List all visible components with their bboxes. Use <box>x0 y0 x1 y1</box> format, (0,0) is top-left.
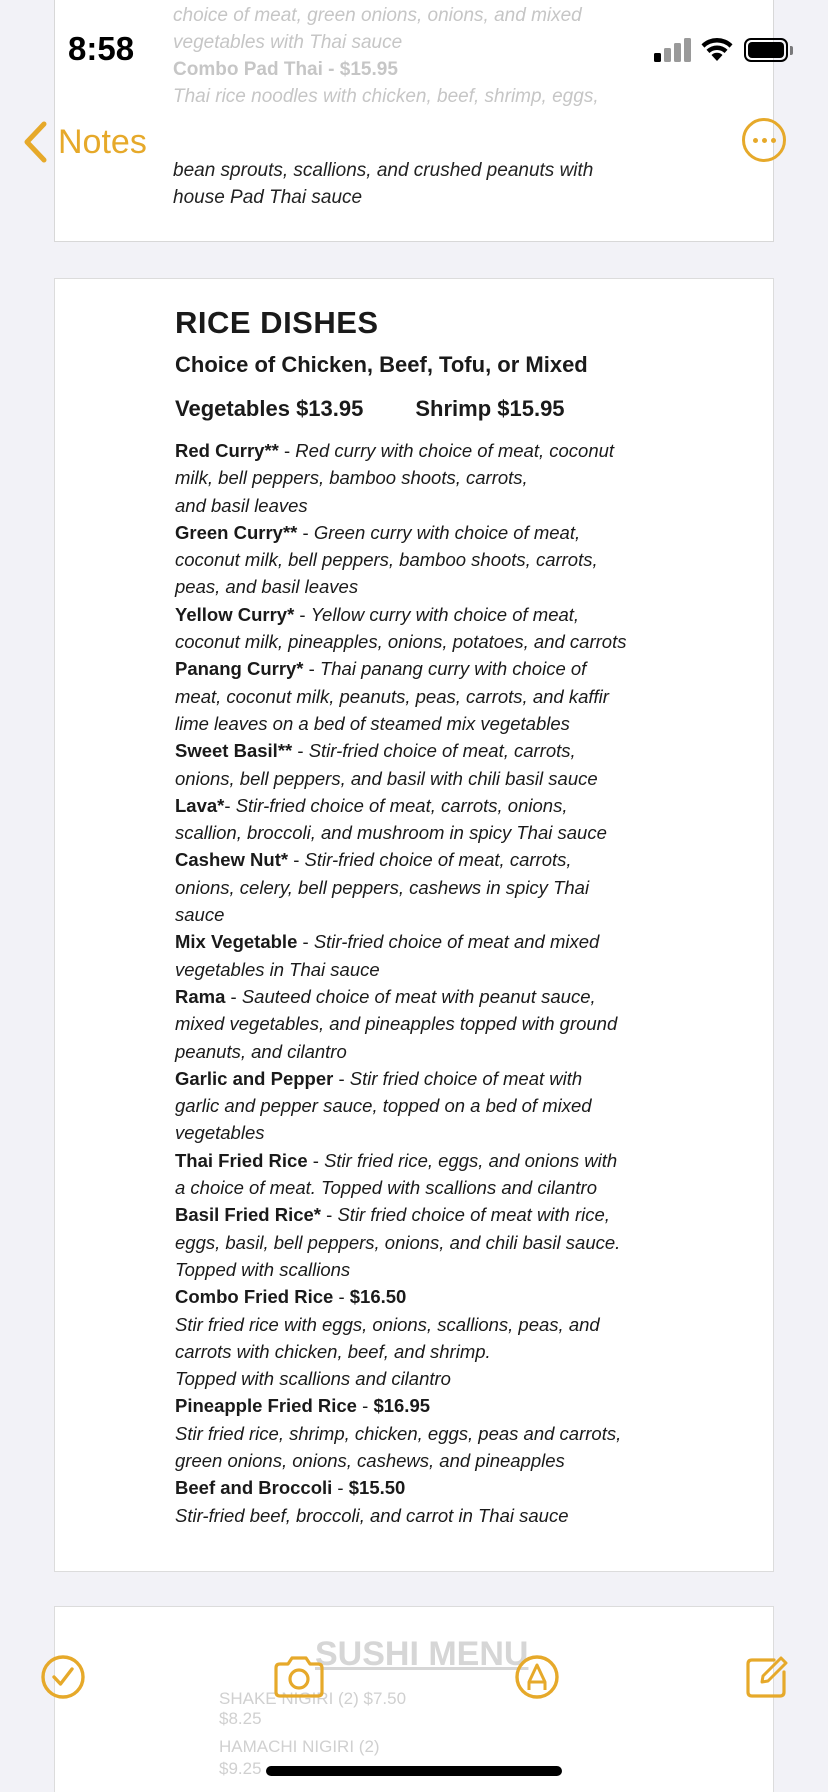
menu-item-description: Stir fried rice, eggs, and onions with <box>324 1149 618 1171</box>
menu-item-description: Stir fried choice of meat with <box>349 1067 583 1089</box>
menu-item-description-line: lime leaves on a bed of steamed mix vegetables <box>175 712 570 734</box>
menu-item-price: $16.95 <box>373 1395 431 1417</box>
next-menu-page <box>54 1606 774 1792</box>
checklist-icon <box>40 1654 86 1700</box>
menu-item-separator: - <box>303 658 320 680</box>
next-line: $8.25 <box>219 1709 262 1728</box>
menu-item <box>175 983 675 1065</box>
next-page-title: SUSHI MENU <box>315 1635 529 1673</box>
menu-item <box>175 437 675 519</box>
menu-items <box>175 437 675 1529</box>
prev-line: bean sprouts, scallions, and crushed peanuts with <box>173 160 594 181</box>
menu-item-separator: - <box>307 1149 325 1171</box>
back-label: Notes <box>58 122 147 161</box>
menu-item <box>175 1283 675 1392</box>
menu-item-name: Garlic and Pepper <box>175 1067 334 1089</box>
battery-cap <box>790 46 793 55</box>
more-options-button[interactable] <box>742 118 786 162</box>
menu-item-name: Red Curry** <box>175 440 279 461</box>
menu-item-description-line: peas, and basil leaves <box>175 576 359 598</box>
chevron-left-icon <box>22 120 48 164</box>
menu-item-description-line: mixed vegetables, and pineapples topped with ground <box>175 1013 618 1035</box>
menu-item-description-line: Stir fried rice, shrimp, chicken, eggs, peas and carrots, <box>175 1422 622 1444</box>
menu-item-header <box>175 655 675 682</box>
menu-item-description-line: vegetables <box>175 1122 265 1144</box>
menu-item-header <box>175 437 675 464</box>
camera-icon <box>272 1654 326 1700</box>
menu-item-description-line: sauce <box>175 904 225 926</box>
menu-item-description: Stir-fried choice of meat, carrots, <box>304 849 572 871</box>
menu-item-header <box>175 983 675 1010</box>
faded-line: Thai rice noodles with chicken, beef, shrimp, eggs, <box>173 86 599 107</box>
menu-item-name: Combo Fried Rice <box>175 1286 334 1308</box>
menu-item-header <box>175 1392 675 1419</box>
menu-item-name: Mix Vegetable <box>175 931 298 953</box>
menu-item-description: Stir-fried choice of meat, carrots, onions, <box>235 794 568 816</box>
status-bar <box>0 0 828 100</box>
menu-item-separator: - <box>292 740 309 762</box>
section-title: RICE DISHES <box>175 305 379 340</box>
menu-item-name: Thai Fried Rice <box>175 1149 308 1171</box>
menu-item-name: Panang Curry* <box>175 658 304 680</box>
menu-item-header <box>175 928 675 955</box>
menu-item-description: Stir-fried choice of meat, carrots, <box>308 740 576 762</box>
menu-item-separator: - <box>297 931 314 953</box>
next-line: HAMACHI NIGIRI (2) <box>219 1737 380 1756</box>
menu-item <box>175 1392 675 1474</box>
menu-item-header <box>175 846 675 873</box>
compose-button[interactable] <box>744 1654 790 1705</box>
menu-item-separator: - <box>288 849 305 871</box>
menu-item <box>175 846 675 928</box>
menu-item-separator: - <box>224 794 236 816</box>
menu-item-price: $15.50 <box>348 1477 406 1499</box>
menu-item-description-line: scallion, broccoli, and mushroom in spicy Thai sauce <box>175 822 607 844</box>
menu-item-separator: - <box>294 603 311 625</box>
menu-item-description-line: green onions, onions, cashews, and pineapples <box>175 1449 565 1471</box>
status-time: 8:58 <box>68 30 135 67</box>
menu-item-description-line: Stir fried rice with eggs, onions, scallions, peas, and <box>175 1313 600 1335</box>
faded-line: vegetables with Thai sauce <box>173 32 403 53</box>
menu-item <box>175 1065 675 1147</box>
menu-item <box>175 1201 675 1283</box>
price-shrimp: Shrimp $15.95 <box>415 396 565 421</box>
menu-item <box>175 601 675 656</box>
compose-icon <box>744 1654 790 1700</box>
faded-item: Combo Pad Thai - $15.95 <box>173 59 398 80</box>
base-prices <box>175 393 675 425</box>
section-subtitle: Choice of Chicken, Beef, Tofu, or Mixed <box>175 352 588 377</box>
menu-item-separator: - <box>333 1286 350 1308</box>
menu-item-name: Lava* <box>175 794 225 816</box>
menu-item-header <box>175 1065 675 1092</box>
navigation-bar <box>0 110 828 180</box>
menu-item <box>175 792 675 847</box>
menu-item-description: Sauteed choice of meat with peanut sauce, <box>241 985 596 1007</box>
menu-item-separator: - <box>278 440 296 461</box>
cellular-signal-icon <box>654 38 692 62</box>
rice-dishes-page <box>54 278 774 1572</box>
menu-item-description: Yellow curry with choice of meat, <box>310 603 580 625</box>
menu-item <box>175 1147 675 1202</box>
menu-item-separator: - <box>333 1067 350 1089</box>
menu-item-description-line: onions, bell peppers, and basil with chili basil sauce <box>175 767 598 789</box>
menu-item-description-line: garlic and pepper sauce, topped on a bed of mixed <box>175 1095 592 1117</box>
menu-item-description: Thai panang curry with choice of <box>319 658 587 680</box>
menu-item-header <box>175 792 675 819</box>
menu-item-name: Sweet Basil** <box>175 740 293 762</box>
menu-item-description-line: coconut milk, pineapples, onions, potatoes, and carrots <box>175 631 627 653</box>
home-indicator[interactable] <box>266 1766 562 1776</box>
menu-item-description-line: Topped with scallions <box>175 1258 351 1280</box>
menu-item-description-line: onions, celery, bell peppers, cashews in spicy Thai <box>175 876 590 898</box>
menu-item-description-line: milk, bell peppers, bamboo shoots, carrots, <box>175 467 528 489</box>
menu-item-separator: - <box>321 1204 338 1226</box>
menu-item <box>175 655 675 737</box>
menu-item-header <box>175 1283 675 1310</box>
menu-item-description: Green curry with choice of meat, <box>313 521 581 543</box>
menu-item-header <box>175 1147 675 1174</box>
wifi-icon <box>700 36 734 62</box>
menu-item <box>175 737 675 792</box>
menu-item-name: Basil Fried Rice* <box>175 1204 322 1226</box>
menu-item-header <box>175 1201 675 1228</box>
menu-item-name: Cashew Nut* <box>175 849 289 871</box>
back-button[interactable] <box>22 120 147 164</box>
menu-content <box>175 301 675 1529</box>
price-vegetables: Vegetables $13.95 <box>175 396 364 421</box>
menu-item-name: Rama <box>175 985 226 1007</box>
ellipsis-icon <box>753 138 758 143</box>
menu-item-separator: - <box>356 1395 374 1417</box>
menu-item-header <box>175 737 675 764</box>
menu-item-separator: - <box>297 521 314 543</box>
markup-pen-icon <box>514 1654 560 1700</box>
menu-item-header <box>175 601 675 628</box>
menu-item-description-line: eggs, basil, bell peppers, onions, and chili basil sauce. <box>175 1231 621 1253</box>
menu-item-name: Pineapple Fried Rice <box>175 1395 357 1417</box>
menu-item <box>175 1474 675 1529</box>
menu-item-header <box>175 519 675 546</box>
menu-item-description: Stir fried choice of meat with rice, <box>337 1204 610 1226</box>
menu-item-name: Beef and Broccoli <box>175 1477 333 1499</box>
menu-item-description: Stir-fried choice of meat and mixed <box>313 931 600 953</box>
menu-item-description-line: Topped with scallions and cilantro <box>175 1368 451 1390</box>
camera-button[interactable] <box>272 1654 326 1705</box>
menu-item-description-line: meat, coconut milk, peanuts, peas, carrots, and kaffir <box>175 685 609 707</box>
markup-button[interactable] <box>514 1654 560 1705</box>
checklist-button[interactable] <box>40 1654 86 1705</box>
menu-item <box>175 519 675 601</box>
menu-item-description-line: and basil leaves <box>175 494 308 516</box>
menu-item-description-line: a choice of meat. Topped with scallions and cilantro <box>175 1177 597 1199</box>
menu-item-description-line: vegetables in Thai sauce <box>175 958 380 980</box>
menu-item-separator: - <box>225 985 242 1007</box>
prev-line: house Pad Thai sauce <box>173 187 363 208</box>
next-line: $9.25 <box>219 1759 262 1778</box>
menu-item-price: $16.50 <box>349 1286 407 1308</box>
menu-item-description-line: Stir-fried beef, broccoli, and carrot in Thai sauce <box>175 1504 569 1526</box>
menu-item-name: Green Curry** <box>175 521 298 543</box>
menu-item-description-line: carrots with chicken, beef, and shrimp. <box>175 1340 491 1362</box>
menu-item-name: Yellow Curry* <box>175 603 295 625</box>
faded-line: choice of meat, green onions, onions, and mixed <box>173 5 582 26</box>
menu-item-description: Red curry with choice of meat, coconut <box>295 440 615 461</box>
menu-item-description-line: coconut milk, bell peppers, bamboo shoots, carrots, <box>175 549 598 571</box>
menu-item-separator: - <box>332 1477 349 1499</box>
next-line: SHAKE NIGIRI (2) $7.50 <box>219 1689 407 1708</box>
menu-item-description-line: peanuts, and cilantro <box>175 1040 347 1062</box>
menu-item <box>175 928 675 983</box>
battery-icon <box>744 38 788 62</box>
menu-item-header <box>175 1474 675 1501</box>
